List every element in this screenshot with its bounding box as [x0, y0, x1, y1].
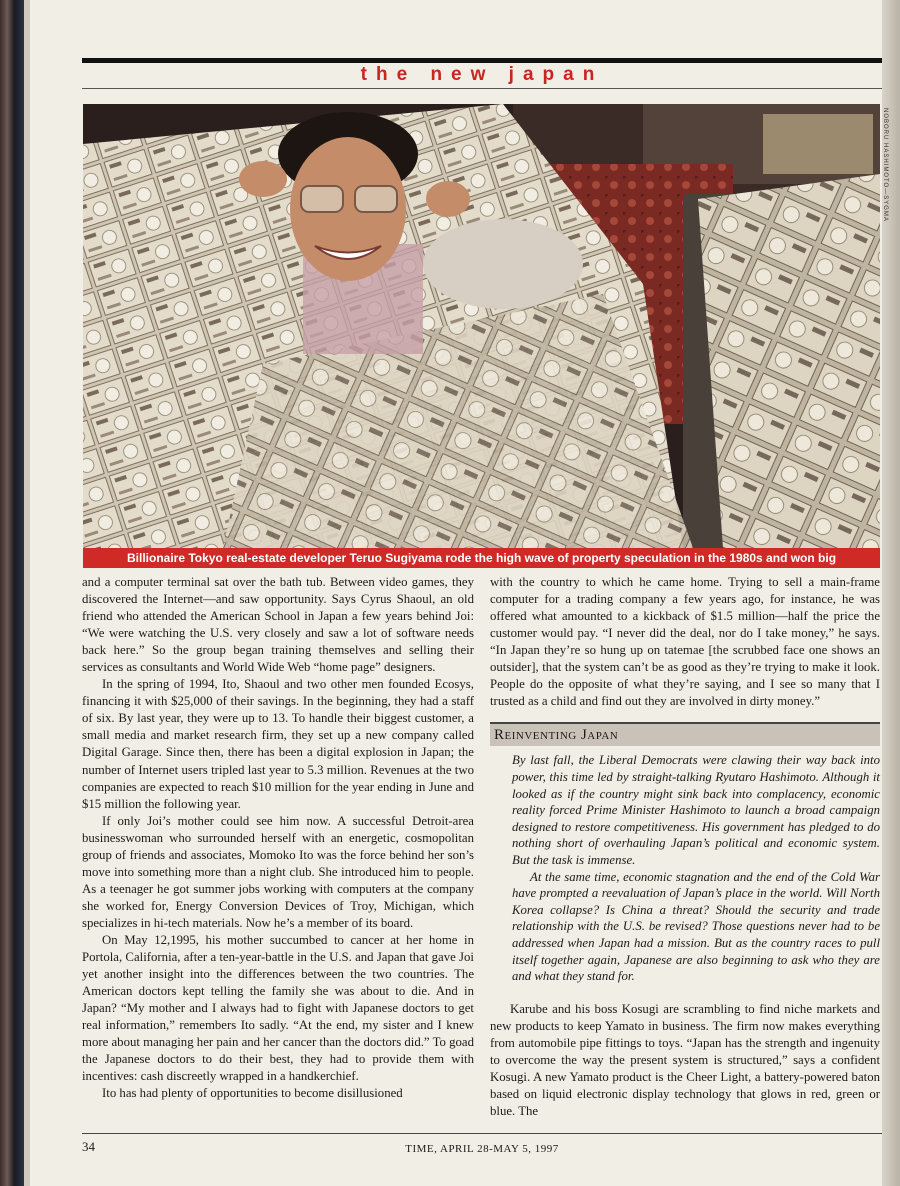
page-number: 34 [82, 1139, 95, 1154]
publication-line: TIME, APRIL 28-MAY 5, 1997 [405, 1143, 559, 1155]
adjacent-page-edge [0, 0, 24, 1186]
article-column-right [490, 574, 880, 1120]
article-column-left [82, 574, 474, 1102]
header-rule-thin [82, 88, 882, 89]
paragraph: and a computer terminal sat over the bath tub. Between video games, they discovered the Internet—and saw opportunity. Says Cyrus Shaoul, an old friend who attended the American School in Japan a few years behind Joi: “We were watching the U.S. very closely and saw a lot of software needs back here.” So the group began training themselves and selling their services as consultants and World Wide Web “home page” designers. [82, 575, 474, 675]
paragraph: If only Joi’s mother could see him now. A successful Detroit-area businesswoman who surrounded herself with an energetic, cosmopolitan group of friends and associates, Momoko Ito was the force behind her son’s move into something more than a night club. She introduced him to people. As a teenager he got summer jobs working with computers at the company she worked for, Energy Conversion Devices of Troy, Michigan, which specializes in hi-tech materials. Now he’s a member of its board. [82, 813, 474, 930]
paragraph: On May 12,1995, his mother succumbed to cancer at her home in Portola, California, after a ten-year-battle in the U.S. and Japan that gave Joi yet another insight into the differences between the two countries. The American doctors kept telling the family she was about to die. And in Japan? “My mother and I always had to fight with Japanese doctors to get real information,” remembers Ito sadly. “At the end, my sister and I knew more about managing her pain and her cancer than the doctors did.” To goad the Japanese doctors to do their best, they had to provide them with incentives: cash discreetly wrapped in a handkerchief. [82, 932, 474, 1084]
divider [490, 985, 880, 1001]
paragraph: with the country to which he came home. Trying to sell a main-frame computer for a trading company a few years ago, for instance, he was offered what amounted to a kickback of $1.5 million—half the price the customer would pay. “I never did the deal, nor do I take money,” he says. “In Japan they’re so hung up on tatemae [the scrubbed face one shows an outsider], that the system can’t be as good as they’re trying to make it look. People do the opposite of what they’re saying, and I see so many that I trusted as a child and find out they are involved in dirty money.” [490, 575, 880, 709]
feature-photo [83, 104, 880, 548]
section-kicker: the new japan [360, 64, 604, 85]
sidebar-body [490, 752, 880, 984]
paragraph: In the spring of 1994, Ito, Shaoul and two other men founded Ecosys, financing it with $25,000 of their savings. In the beginning, they had a staff of six. By last year, they were up to 13. To handle their biggest customer, a small media and market research firm, they set up a new company called Digital Garage. Since then, there has been a digital explosion in Japan; the number of Internet users tripled last year to 5.3 million. Revenues at the two companies are expected to reach $10 million for the year ending in June and $15 million the following year. [82, 677, 474, 811]
sidebar-paragraph: At the same time, economic stagnation and the end of the Cold War have prompted a reevaluation of Japan’s place in the world. Will North Korea collapse? Is China a threat? Should the security and trade relationship with the U.S. be revised? Those questions never had to be addressed when Japan had a mission. But as the country races to pull itself together again, Japanese are also beginning to ask who they are and what they stand for. [512, 869, 880, 984]
paragraph: Karube and his boss Kosugi are scrambling to find niche markets and new products to keep Yamato in business. The firm now makes everything from automobile pipe fittings to toys. “Japan has the strength and ingenuity to overcome the way the present system is structured,” says a confident Kosugi. A new Yamato product is the Cheer Light, a battery-powered baton based on liquid electronic display technology that glows in red, green or blue. The [490, 1001, 880, 1118]
page-gutter [24, 0, 30, 1186]
sidebar-heading: Reinventing Japan [490, 722, 880, 746]
photo-caption: Billionaire Tokyo real-estate developer Teruo Sugiyama rode the high wave of property speculation in the 1980s and won big [83, 548, 880, 568]
paragraph: Ito has had plenty of opportunities to become disillusioned [102, 1086, 403, 1101]
photo-credit: NOBORU HASHIMOTO—SYGMA [882, 108, 888, 222]
photo-illustration [83, 104, 880, 548]
sidebar-paragraph: By last fall, the Liberal Democrats were clawing their way back into power, this time led by straight-talking Ryutaro Hashimoto. Although it looked as if the country might sink back into complacency, economic reality forced Prime Minister Hashimoto to launch a broad campaign designed to restore competitiveness. His government has pledged to do nothing short of overhauling Japan’s political and economic system. But the task is immense. [512, 753, 880, 867]
footer-rule [82, 1133, 882, 1134]
header-rule [82, 58, 882, 63]
